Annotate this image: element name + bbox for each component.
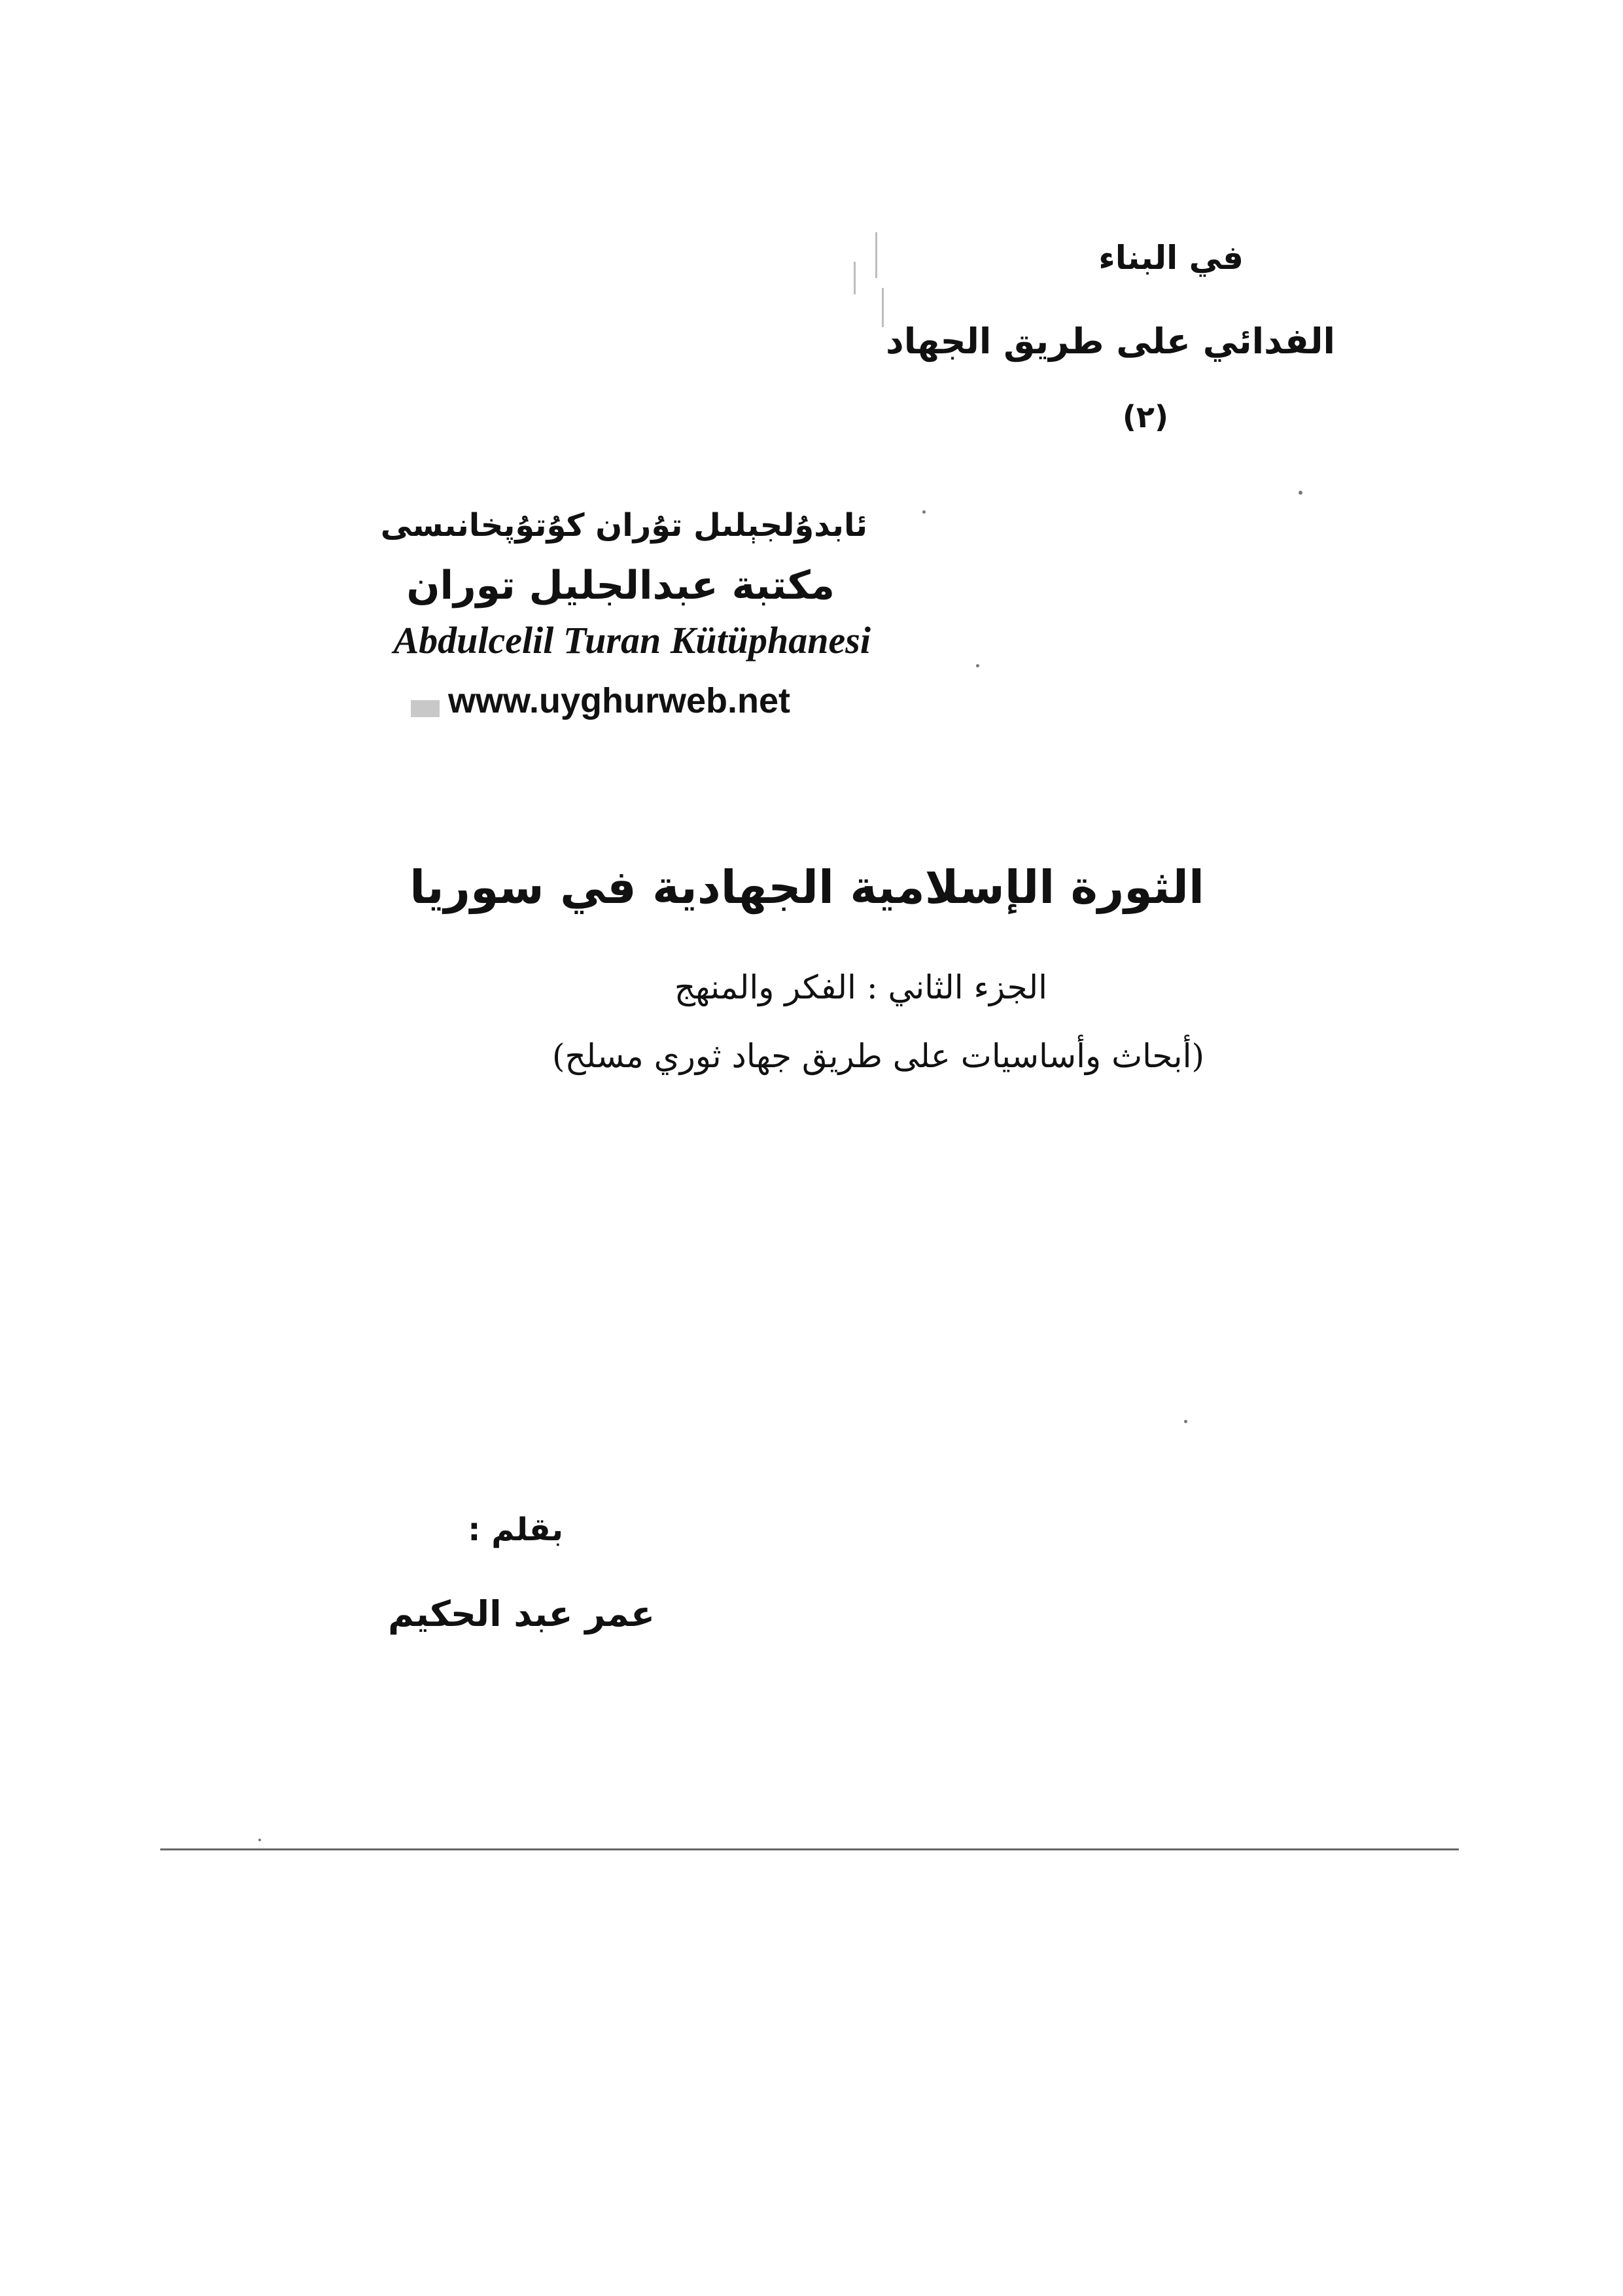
subtitle: (أبحاث وأساسيات على طريق جهاد ثوري مسلح) (552, 1037, 1204, 1075)
scan-speck (922, 510, 926, 514)
series-title-line-1: في البناء (1098, 239, 1244, 277)
scan-mark (875, 232, 877, 278)
scan-speck (1184, 1420, 1187, 1423)
author-label: بقلم : (468, 1511, 563, 1548)
bottom-divider (160, 1848, 1459, 1850)
scan-mark (882, 288, 884, 327)
scan-speck (976, 664, 979, 667)
series-title-line-2: الفدائي على طريق الجهاد (886, 321, 1335, 362)
stamp-website: www.uyghurweb.net (448, 681, 791, 720)
scan-mark (854, 262, 856, 294)
main-title: الثورة الإسلامية الجهادية في سوريا (410, 860, 1204, 914)
part-title: الجزء الثاني : الفكر والمنهج (674, 968, 1047, 1006)
stamp-uyghur-name: ئابدۇلجېلىل تۇران كۇتۇپخانىسى (380, 507, 867, 544)
author-name: عمر عبد الحكيم (388, 1593, 655, 1634)
stamp-smudge (411, 700, 440, 717)
scan-speck (258, 1839, 261, 1841)
series-number: (٢) (1122, 399, 1168, 434)
stamp-latin-name: Abdulcelil Turan Kütüphanesi (393, 619, 871, 662)
scan-speck (1299, 491, 1302, 495)
stamp-arabic-name: مكتبة عبدالجليل توران (406, 563, 835, 609)
